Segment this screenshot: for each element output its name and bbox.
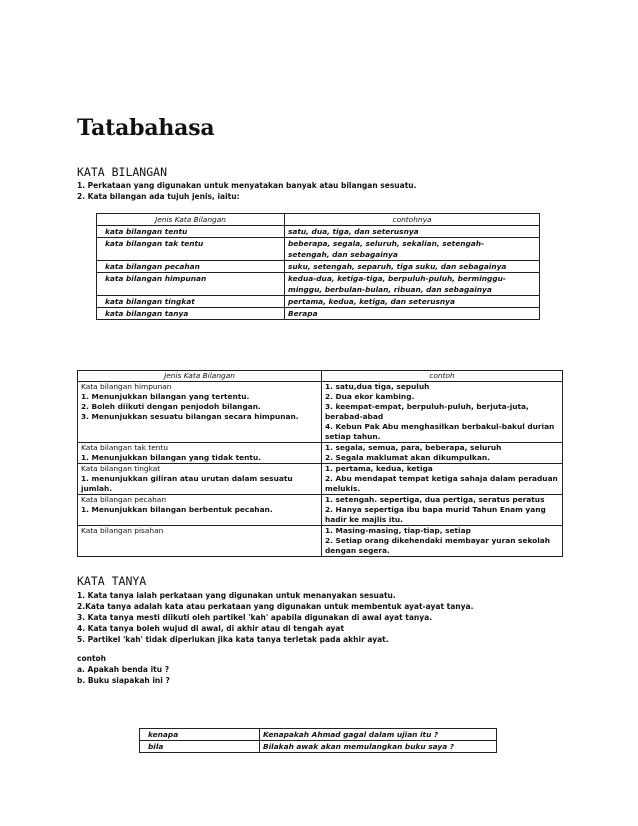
table-cell: kenapa xyxy=(140,729,260,741)
cell-line: Kata bilangan himpunan xyxy=(81,382,172,391)
cell-line: 2. Segala maklumat akan dikumpulkan. xyxy=(325,453,490,462)
table-cell xyxy=(322,382,563,443)
table-cell: beberapa, segala, seluruh, sekalian, setengah-setengah, dan sebagainya xyxy=(285,238,540,261)
table-row xyxy=(97,296,540,308)
note-line: 4. Kata tanya boleh wujud di awal, di akhir atau di tengah ayat xyxy=(77,624,345,633)
cell-line: 2. Setiap orang dikehendaki membayar yuran sekolah dengan segera. xyxy=(325,536,551,555)
cell-line: 1. setengah. sepertiga, dua pertiga, seratus peratus xyxy=(325,495,545,504)
contoh-line: b. Buku siapakah ini ? xyxy=(77,676,170,685)
cell-line: 1. pertama, kedua, ketiga xyxy=(325,464,433,473)
intro-line: 1. Perkataan yang digunakan untuk menyatakan banyak atau bilangan sesuatu. xyxy=(77,181,417,190)
table-row xyxy=(78,443,563,464)
kata-bilangan-heading: KATA BILANGAN xyxy=(77,165,168,179)
cell-line: 1. Menunjukkan bilangan berbentuk pecahan. xyxy=(81,505,273,514)
table-cell xyxy=(322,464,563,495)
contoh-block xyxy=(77,653,170,686)
cell-line: 1. Menunjukkan bilangan yang tertentu. xyxy=(81,392,250,401)
cell-line: Kata bilangan pisahan xyxy=(81,526,164,535)
cell-line: 3. Menunjukkan sesuatu bilangan secara himpunan. xyxy=(81,412,299,421)
table-cell: Berapa xyxy=(285,308,540,320)
cell-line: 2. Dua ekor kambing. xyxy=(325,392,415,401)
table-cell: satu, dua, tiga, dan seterusnya xyxy=(285,226,540,238)
table-cell xyxy=(78,382,322,443)
jenis-contoh-table xyxy=(77,370,563,557)
cell-line: 1. menunjukkan giliran atau urutan dalam sesuatu jumlah. xyxy=(81,474,293,493)
note-line: 5. Partikel 'kah' tidak diperlukan jika kata tanya terletak pada akhir ayat. xyxy=(77,635,389,644)
table-header: contohnya xyxy=(285,214,540,226)
page-title: Tatabahasa xyxy=(77,115,215,141)
table-cell: kata bilangan himpunan xyxy=(97,273,285,296)
table-cell: Kenapakah Ahmad gagal dalam ujian itu ? xyxy=(260,729,497,741)
table-row xyxy=(78,464,563,495)
table-cell: Bilakah awak akan memulangkan buku saya ? xyxy=(260,741,497,753)
table-cell: bila xyxy=(140,741,260,753)
table-cell: kata bilangan tak tentu xyxy=(97,238,285,261)
table-header: Jenis Kata Bilangan xyxy=(78,371,322,382)
table-row xyxy=(97,226,540,238)
note-line: 3. Kata tanya mesti diikuti oleh partikel 'kah' apabila digunakan di awal ayat tanya. xyxy=(77,613,433,622)
contoh-line: a. Apakah benda itu ? xyxy=(77,665,170,674)
table-header: Jenis Kata Bilangan xyxy=(97,214,285,226)
cell-line: Kata bilangan tak tentu xyxy=(81,443,169,452)
table-header-row xyxy=(78,371,563,382)
table-row xyxy=(140,729,497,741)
table-header: contoh xyxy=(322,371,563,382)
table-row xyxy=(78,526,563,557)
cell-line: 1. satu,dua tiga, sepuluh xyxy=(325,382,430,391)
cell-line: 1. Masing-masing, tiap-tiap, setiap xyxy=(325,526,471,535)
table-cell xyxy=(322,526,563,557)
cell-line: 1. Menunjukkan bilangan yang tidak tentu. xyxy=(81,453,262,462)
table-cell: kata bilangan tingkat xyxy=(97,296,285,308)
table-cell xyxy=(78,443,322,464)
table-row xyxy=(97,273,540,296)
cell-line: 1. segala, semua, para, beberapa, seluruh xyxy=(325,443,502,452)
table-cell: pertama, kedua, ketiga, dan seterusnya xyxy=(285,296,540,308)
intro-line: 2. Kata bilangan ada tujuh jenis, iaitu: xyxy=(77,192,240,201)
table-cell: kata bilangan pecahan xyxy=(97,261,285,273)
table-row xyxy=(97,261,540,273)
cell-line: 4. Kebun Pak Abu menghasilkan berbakul-bakul durian setiap tahun. xyxy=(325,422,555,441)
note-line: 2.Kata tanya adalah kata atau perkataan yang digunakan untuk membentuk ayat-ayat tanya. xyxy=(77,602,474,611)
cell-line: 3. keempat-empat, berpuluh-puluh, berjuta-juta, berabad-abad xyxy=(325,402,529,421)
table-cell: kedua-dua, ketiga-tiga, berpuluh-puluh, berminggu-minggu, berbulan-bulan, ribuan, dan sebagainya xyxy=(285,273,540,296)
table-cell xyxy=(78,464,322,495)
kata-tanya-heading: KATA TANYA xyxy=(77,574,147,588)
table-cell xyxy=(322,495,563,526)
note-line: 1. Kata tanya ialah perkataan yang digunakan untuk menanyakan sesuatu. xyxy=(77,591,396,600)
kata-bilangan-intro xyxy=(77,180,416,202)
cell-line: Kata bilangan pecahan xyxy=(81,495,167,504)
table-cell: suku, setengah, separuh, tiga suku, dan sebagainya xyxy=(285,261,540,273)
contoh-line: contoh xyxy=(77,654,107,663)
cell-line: 2. Hanya sepertiga ibu bapa murid Tahun Enam yang hadir ke majlis itu. xyxy=(325,505,546,524)
table-cell: kata bilangan tanya xyxy=(97,308,285,320)
table-row xyxy=(78,495,563,526)
table-header-row xyxy=(97,214,540,226)
kata-tanya-table xyxy=(139,728,497,753)
cell-line: 2. Boleh diikuti dengan penjodoh bilangan. xyxy=(81,402,261,411)
table-row xyxy=(78,382,563,443)
cell-line: Kata bilangan tingkat xyxy=(81,464,161,473)
table-row xyxy=(97,308,540,320)
table-row xyxy=(97,238,540,261)
cell-line: 2. Abu mendapat tempat ketiga sahaja dalam peraduan melukis. xyxy=(325,474,558,493)
table-cell: kata bilangan tentu xyxy=(97,226,285,238)
kata-bilangan-table xyxy=(96,213,540,320)
table-cell xyxy=(78,526,322,557)
table-row xyxy=(140,741,497,753)
table-cell xyxy=(78,495,322,526)
table-cell xyxy=(322,443,563,464)
kata-tanya-notes xyxy=(77,590,473,645)
